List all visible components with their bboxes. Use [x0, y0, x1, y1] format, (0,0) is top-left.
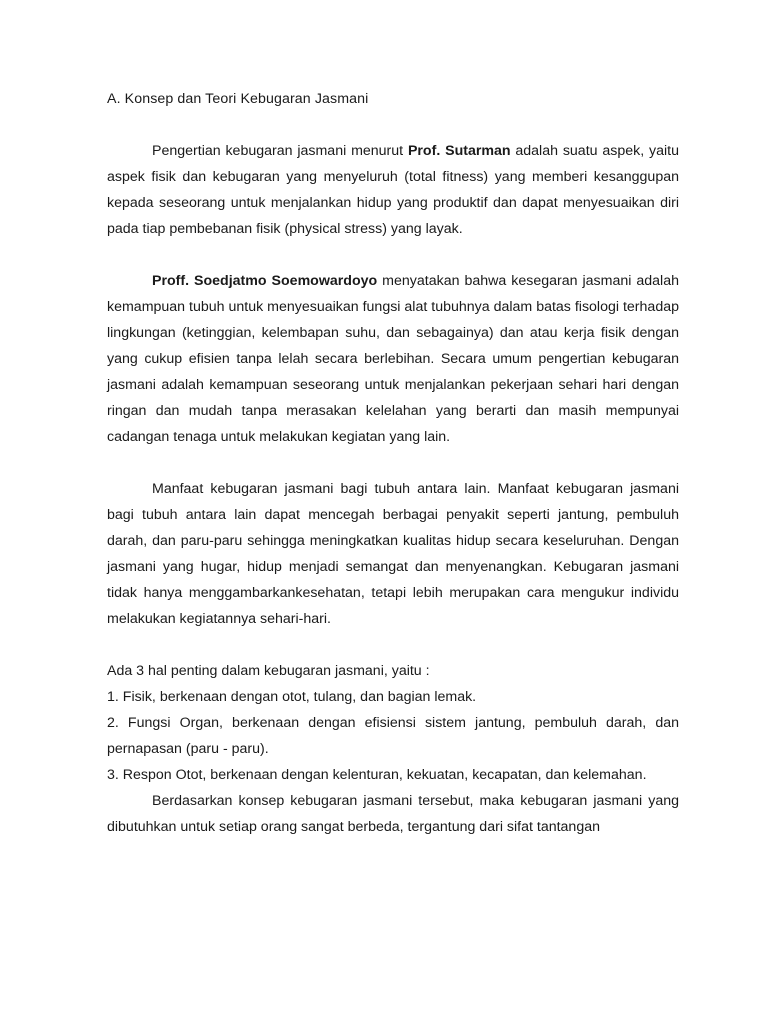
spacer [107, 112, 679, 138]
paragraph-conclusion: Berdasarkan konsep kebugaran jasmani tersebut, maka kebugaran jasmani yang dibutuhkan untuk setiap orang sangat berbeda, tergantung dari sifat tantangan [107, 793, 679, 835]
paragraph-definition-sutarman [107, 138, 679, 242]
spacer [107, 632, 679, 658]
list-intro: Ada 3 hal penting dalam kebugaran jasmani, yaitu : [107, 663, 430, 679]
spacer [107, 450, 679, 476]
paragraph-lead: Pengertian kebugaran jasmani menurut [152, 143, 408, 159]
document-body [107, 86, 679, 840]
list-item: 2. Fungsi Organ, berkenaan dengan efisiensi sistem jantung, pembuluh darah, dan pernapasan (paru - paru). [107, 715, 679, 757]
paragraph-benefits: Manfaat kebugaran jasmani bagi tubuh antara lain. Manfaat kebugaran jasmani bagi tubuh antara lain dapat mencegah berbagai penyakit seperti jantung, pembuluh darah, dan paru-paru sehingga meningkatkan kualitas hidup secara keseluruhan. Dengan jasmani yang hugar, hidup menjadi semangat dan menyenangkan. Kebugaran jasmani tidak hanya menggambarkankesehatan, tetapi lebih merupakan cara mengukur individu melakukan kegiatannya sehari-hari. [107, 481, 679, 627]
author-name-sutarman: Prof. Sutarman [407, 143, 511, 159]
list-item: 3. Respon Otot, berkenaan dengan kelenturan, kekuatan, kecapatan, dan kelemahan. [107, 767, 647, 783]
spacer [107, 242, 679, 268]
paragraph-rest: menyatakan bahwa kesegaran jasmani adalah kemampuan tubuh untuk menyesuaikan fungsi alat tubuhnya dalam batas fisologi terhadap lingkungan (ketinggian, kelembapan suhu, dan sebagainya) dan atau kerja fisik dengan yang cukup efisien tanpa lelah secara berlebihan. Secara umum pengertian kebugaran jasmani adalah kemampuan seseorang untuk menjalankan pekerjaan sehari hari dengan ringan dan mudah tanpa merasakan kelelahan yang berarti dan masih mempunyai cadangan tenaga untuk melakukan kegiatan yang lain. [107, 273, 679, 445]
section-heading: A. Konsep dan Teori Kebugaran Jasmani [107, 91, 369, 107]
author-name-soedjatmo: Proff. Soedjatmo Soemowardoyo [152, 273, 378, 289]
paragraph-definition-soedjatmo [107, 268, 679, 450]
list-item: 1. Fisik, berkenaan dengan otot, tulang, dan bagian lemak. [107, 689, 477, 705]
paragraph-rest: adalah suatu aspek, yaitu aspek fisik dan kebugaran yang menyeluruh (total fitness) yang memberi kesanggupan kepada seseorang untuk menjalankan hidup yang produktif dan dapat menyesuaikan diri pada tiap pembebanan fisik (physical stress) yang layak. [107, 143, 679, 237]
